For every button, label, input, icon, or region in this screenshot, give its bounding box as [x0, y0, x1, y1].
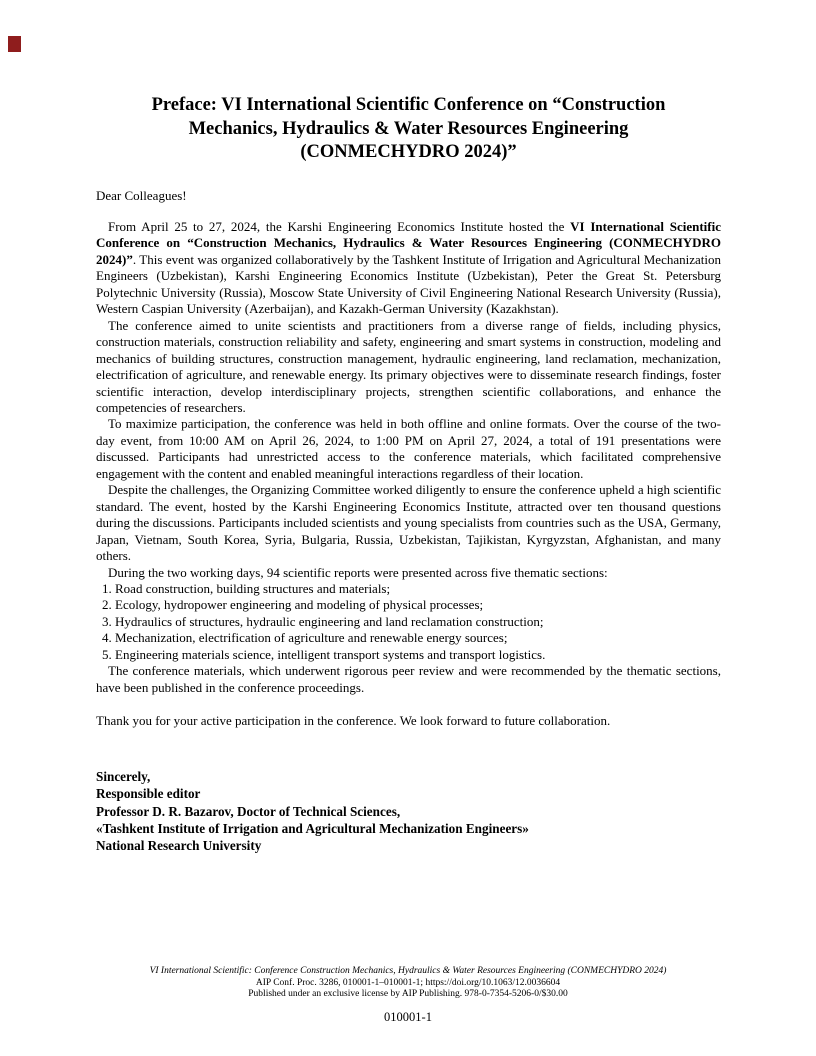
thematic-sections-list — [96, 581, 721, 663]
footer-license: Published under an exclusive license by AIP Publishing. 978-0-7354-5206-0/$30.00 — [248, 989, 568, 1000]
footer-conference-title: VI International Scientific: Conference Construction Mechanics, Hydraulics & Water Resources Engineering (CONMECHYDRO 2024) — [149, 966, 667, 976]
page-title-line: (CONMECHYDRO 2024)” — [300, 142, 517, 163]
conference-name-bold: VI International Scientific Conference on “Construction Mechanics, Hydraulics & Water Resources Engineering (CONMECHYDRO 2024)” — [96, 219, 721, 267]
signature-line: National Research University — [96, 838, 262, 854]
paragraph-hosting-post: . This event was organized collaboratively by the Tashkent Institute of Irrigation and Agricultural Mechanization Engineers (Uzbekistan), Karshi Engineering Economics Institute (Uzbekistan), Peter the Great St. Petersburg Polytechnic University (Russia), Moscow State University of Civil Engineering National Research University (Russia), Western Caspian University (Azerbaijan), and Kazakh-German University (Kazakhstan). — [96, 251, 721, 317]
page-number: 010001-1 — [384, 1010, 432, 1024]
signature-line: Responsible editor — [96, 786, 201, 802]
salutation-text: Dear Colleagues! — [96, 188, 187, 203]
paragraph-thanks: Thank you for your active participation in the conference. We look forward to future collaboration. — [96, 712, 611, 728]
thematic-section-item: 3. Hydraulics of structures, hydraulic engineering and land reclamation construction; — [102, 613, 544, 629]
sections-intro: During the two working days, 94 scientific reports were presented across five thematic sections: — [108, 564, 608, 580]
paragraph-committee: Despite the challenges, the Organizing Committee worked diligently to ensure the conference upheld a high scientific standard. The event, hosted by the Karshi Engineering Economics Institute, attracted over ten thousand questions during the discussions. Participants included scientists and young specialists from countries such as the USA, Germany, Japan, Vietnam, South Korea, Syria, Bulgaria, Russia, Uzbekistan, Tajikistan, Kyrgyzstan, Afghanistan, and many others. — [96, 482, 721, 564]
thematic-section-item: 1. Road construction, building structures and materials; — [102, 580, 391, 596]
signature-line: Sincerely, — [96, 769, 151, 785]
page-title-line: Preface: VI International Scientific Conference on “Construction — [151, 95, 666, 115]
page-title — [96, 94, 721, 165]
paragraph-hosting — [96, 219, 721, 318]
thematic-section-item: 2. Ecology, hydropower engineering and modeling of physical processes; — [102, 597, 484, 613]
document-body — [96, 219, 721, 855]
footer-citation: AIP Conf. Proc. 3286, 010001-1–010001-1; https://doi.org/10.1063/12.0036604 — [255, 977, 561, 988]
paragraph-hosting-pre: From April 25 to 27, 2024, the Karshi Engineering Economics Institute hosted the — [108, 219, 571, 234]
thematic-section-item: 5. Engineering materials science, intelligent transport systems and transport logistics. — [102, 646, 546, 662]
paragraph-aims: The conference aimed to unite scientists and practitioners from a diverse range of fields, including physics, construction materials, construction reliability and safety, engineering and smart systems in construction, modeling and mechanics of building structures, construction management, hydraulic engineering, land reclamation, mechanization, electrification of agriculture, and renewable energy. Its primary objectives were to disseminate research findings, foster scientific interaction, develop interdisciplinary projects, strengthen scientific collaborations, and enhance the competencies of researchers. — [96, 317, 721, 415]
signature-line: Professor D. R. Bazarov, Doctor of Technical Sciences, — [96, 803, 401, 819]
thematic-section-item: 4. Mechanization, electrification of agriculture and renewable energy sources; — [102, 630, 508, 646]
corner-marker — [8, 36, 21, 52]
signature-block — [96, 768, 721, 854]
signature-line: «Tashkent Institute of Irrigation and Agricultural Mechanization Engineers» — [96, 820, 529, 836]
page-footer — [0, 966, 816, 1001]
paragraph-participation: To maximize participation, the conference was held in both offline and online formats. Over the course of the two-day event, from 10:00 AM on April 26, 2024, to 1:00 PM on April 27, 2024, a total of 191 presentations were discussed. Participants had unrestricted access to the conference materials, which facilitated comprehensive engagement with the content and enabled meaningful interactions regardless of their location. — [96, 416, 721, 481]
paragraph-proceedings: The conference materials, which underwent rigorous peer review and were recommended by the thematic sections, have been published in the conference proceedings. — [96, 663, 721, 695]
page-title-line: Mechanics, Hydraulics & Water Resources Engineering — [188, 118, 629, 139]
